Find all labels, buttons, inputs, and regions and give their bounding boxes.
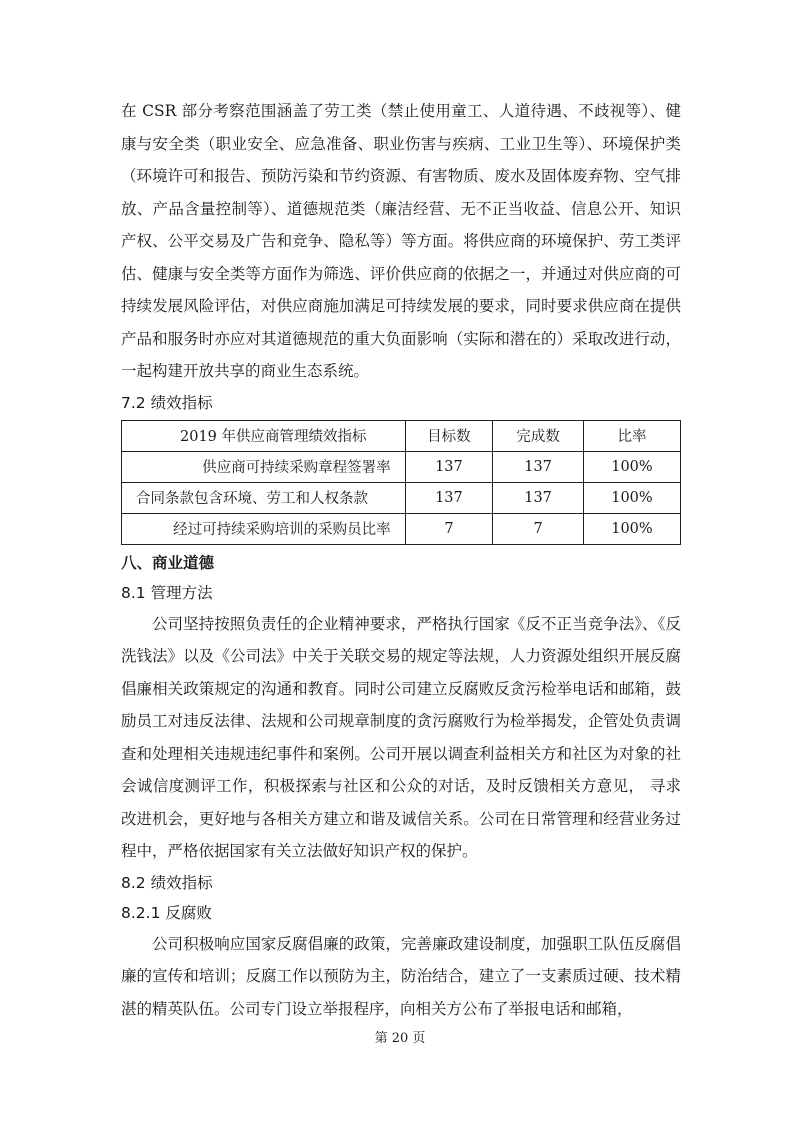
table-cell: 100% [583,451,680,482]
table-header-row [122,420,681,451]
table-cell: 137 [405,451,493,482]
page-body [121,95,681,1025]
table-cell: 7 [405,513,493,544]
table-header-cell: 目标数 [405,420,493,451]
section-8-heading: 八、商业道德 [121,553,215,572]
csr-paragraph: 在 CSR 部分考察范围涵盖了劳工类（禁止使用童工、人道待遇、不歧视等）、健康与安全类（职业安全、应急准备、职业伤害与疾病、工业卫生等）、环境保护类（环境许可和报告、预防污染和节约资源、有害物质、废水及固体废弃物、空气排放、产品含量控制等）、道德规范类（廉洁经营、无不正当收益、信息公开、知识产权、公平交易及广告和竞争、隐私等）等方面。将供应商的环境保护、劳工类评估、健康与安全类等方面作为筛选、评价供应商的依据之一，并通过对供应商的可持续发展风险评估，对供应商施加满足可持续发展的要求，同时要求供应商在提供产品和服务时亦应对其道德规范的重大负面影响（实际和潜在的）采取改进行动，一起构建开放共享的商业生态系统。 [121,102,681,380]
page-number: 第 20 页 [374,1031,426,1046]
table-row [122,482,681,513]
table-cell: 100% [583,513,680,544]
table-cell: 经过可持续采购培训的采购员比率 [122,513,406,544]
table-row [122,451,681,482]
section-7-2-heading: 7.2 绩效指标 [121,393,213,412]
section-8-1-heading: 8.1 管理方法 [121,583,213,602]
table-header-cell: 完成数 [493,420,584,451]
table-cell: 7 [493,513,584,544]
table-cell: 合同条款包含环境、劳工和人权条款 [122,482,406,513]
table-cell: 137 [493,451,584,482]
table-cell: 100% [583,482,680,513]
section-8-2-1-heading: 8.2.1 反腐败 [121,903,212,922]
supplier-performance-table [121,420,681,545]
table-header-cell: 2019 年供应商管理绩效指标 [122,420,406,451]
table-header-cell: 比率 [583,420,680,451]
table-cell: 137 [493,482,584,513]
anticorruption-paragraph: 公司积极响应国家反腐倡廉的政策，完善廉政建设制度，加强职工队伍反腐倡廉的宣传和培训；反腐工作以预防为主，防治结合，建立了一支素质过硬、技术精湛的精英队伍。公司专门设立举报程序，向相关方公布了举报电话和邮箱， [121,934,681,1018]
table-row [122,513,681,544]
table-cell: 供应商可持续采购章程签署率 [122,451,406,482]
management-paragraph: 公司坚持按照负责任的企业精神要求，严格执行国家《反不正当竞争法》、《反洗钱法》以及《公司法》中关于关联交易的规定等法规，人力资源处组织开展反腐倡廉相关政策规定的沟通和教育。同时公司建立反腐败反贪污检举电话和邮箱，鼓励员工对违反法律、法规和公司规章制度的贪污腐败行为检举揭发，企管处负责调查和处理相关违规违纪事件和案例。公司开展以调查利益相关方和社区为对象的社会诚信度测评工作，积极探索与社区和公众的对话，及时反馈相关方意见， 寻求改进机会，更好地与各相关方建立和谐及诚信关系。公司在日常管理和经营业务过程中，严格依据国家有关立法做好知识产权的保护。 [121,614,681,860]
section-8-2-heading: 8.2 绩效指标 [121,873,213,892]
table-cell: 137 [405,482,493,513]
